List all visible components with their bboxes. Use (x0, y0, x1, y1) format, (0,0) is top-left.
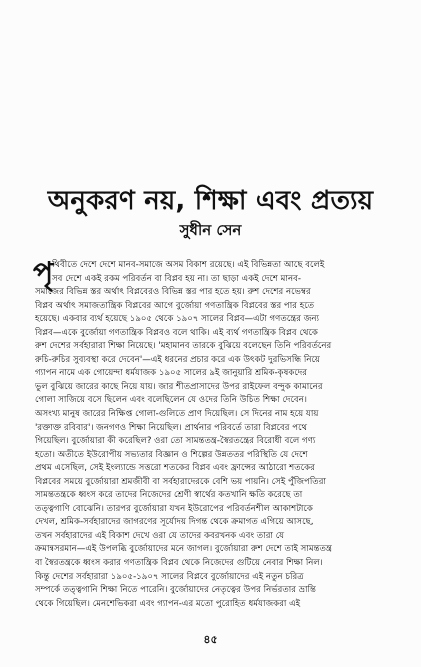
body-line: সব দেশে একই রকম পরিবর্তন বা বিপ্লব হয় না। তা ছাড়া একই দেশে মানব- (52, 273, 301, 284)
body-line: বা স্বৈরতন্ত্রকে ধ্বংস করার গণতান্ত্রিক বিপ্লব থেকে নিজেদের গুটিয়ে নেবার শিক্ষা নিল। (35, 558, 323, 569)
author-name: সুধীন সেন (179, 221, 242, 239)
body-line: বিপ্লব—একে বুর্জোয়া গণতান্ত্রিক বিপ্লবও বলে থাকি। এই ব্যর্থ গণতান্ত্রিক বিপ্লব থেকে (35, 327, 318, 338)
body-line: রুশ দেশের সর্বহারারা শিক্ষা নিয়েছে। 'মহামানব তারকে বুঝিয়ে বলেছেন তিনি পরিবর্তনের (35, 341, 332, 352)
body-line: 'রক্তাক্ত রবিবার'। জনগণও শিক্ষা নিয়েছিল। প্রার্থনার পরিবর্তে তারা বিপ্লবের পথে (35, 422, 308, 433)
body-line: গোলা সাজিয়ে বসে ছিলেন এবং বলেছিলেন যে ওদের তিনি উচিত শিক্ষা দেবেন। (35, 395, 307, 406)
article-title: অনুকরণ নয়, শিক্ষা এবং প্রত্যয় (47, 186, 374, 216)
drop-cap: পৃ (33, 256, 54, 291)
body-line: বিপ্লবের সময়ে বুর্জোয়ারা শ্রমজীবী বা সর্বহারাদেরকে বেশি ভয় পায়নি। সেই পুঁজিপতিরা (35, 476, 326, 487)
body-line: তখন সর্বহারাদের এই বিকাশ দেখে ওরা যে তাদের কবরখনক এবং তারা যে (35, 530, 285, 541)
body-line: দেখল, শ্রমিক-সর্বহারাদের জাগরণের সূর্যোদয় দিগন্ত থেকে ক্রমাগত এগিয়ে আসছে, (35, 517, 314, 528)
body-line: হতো। অতীতে ইউরোপীয় সভ্যতার বিজ্ঞান ও শিল্পের উন্নততর পরিস্থিতি যে দেশে (35, 449, 308, 460)
body-line: প্রথম এসেছিল, সেই ইংল্যান্ডে সত্তরো শতকের বিপ্লব এবং ফ্রান্সের আঠারো শতকের (35, 463, 315, 474)
body-line: থেকে গিয়েছিল। মেনশেভিকরা এবং গ্যাপন-এর মতো পুরোহিত ধর্মযাজকরা এই (35, 598, 301, 609)
body-line: রুচি-রুচির সুব্যবস্থা করে দেবেন'—এই ধরনের প্রচার করে এক উৎকট দুরভিসন্ধি নিয়ে (35, 354, 320, 365)
body-line: থিবীতে দেশে দেশে মানব-সমাজে অসম বিকাশ রয়েছে। এই বিভিন্নতা আছে বলেই (52, 260, 325, 270)
body-line: সামন্ততন্ত্রকে ধ্বংস করে তাদের নিজেদের শ্রেণী স্বার্থের কতখানি ক্ষতি করেছে তা (35, 490, 303, 501)
body-line: সম্পর্কে তত্ত্বগানি শিক্ষা নিতে পারেনি। বুর্জোয়াদের নেতৃত্বের উপর নির্ভরতার ভ্রান্তি (35, 585, 316, 596)
body-line: কিন্তু দেশের সর্বহারারা ১৯০৫-১৯০৭ সালের বিপ্লবে বুর্জোয়াদের এই নতুন চরিত্র (35, 571, 304, 582)
body-line: ভুল বুঝিয়ে জারের কাছে নিয়ে যায়। জার শীতপ্রাসাদের উপর রাইফেল বন্দুক কামানের (35, 381, 323, 392)
body-line: গ্যাপন নামে এক গোয়েন্দা ধর্মযাজক ১৯০৫ সালের ৯ই জানুয়ারি শ্রমিক-কৃষকদের (35, 368, 308, 379)
body-line: বিপ্লব অর্থাৎ সমাজতান্ত্রিক বিপ্লবের আগে বুর্জোয়া গণতান্ত্রিক বিপ্লবের স্তর পার হতে (35, 300, 315, 311)
body-text (33, 256, 393, 611)
body-line: অসংখ্য মানুষ জারের নিক্ষিপ্ত গোলা-গুলিতে প্রাণ দিয়েছিল। সে দিনের নাম হয়ে যায় (35, 409, 319, 420)
body-line: সমাজের বিভিন্ন স্তর অর্থাৎ বিপ্লবেরও বিভিন্ন স্তর পার হতে হয়। রুশ দেশের নভেম্বর (35, 287, 311, 298)
body-line: গিয়েছিল। বুর্জোয়ারা কী করেছিল? ওরা তো সামন্ততন্ত্র-স্বৈরতন্ত্রের বিরোধী বলে গণ্য (35, 436, 316, 447)
body-line: ক্রমান্বসরমান—এই উপলব্ধি বুর্জোয়াদের মনে জাগল। বুর্জোয়ারা রুশ দেশে তাই সামন্ততন্ত্র (35, 544, 332, 555)
body-line: হয়েছে। একবার ব্যর্থ হয়েছে ১৯০৫ থেকে ১৯০৭ সালের বিপ্লব—এটা গণতন্ত্রের জন্য (35, 314, 320, 325)
body-line: তত্ত্বগাণি বোঝেনি। তারপর বুর্জোয়ারা যখন ইউরোপের পরিবর্তনশীল আকাশটাকে (35, 503, 313, 514)
page-number: ৪৫ (203, 633, 218, 646)
